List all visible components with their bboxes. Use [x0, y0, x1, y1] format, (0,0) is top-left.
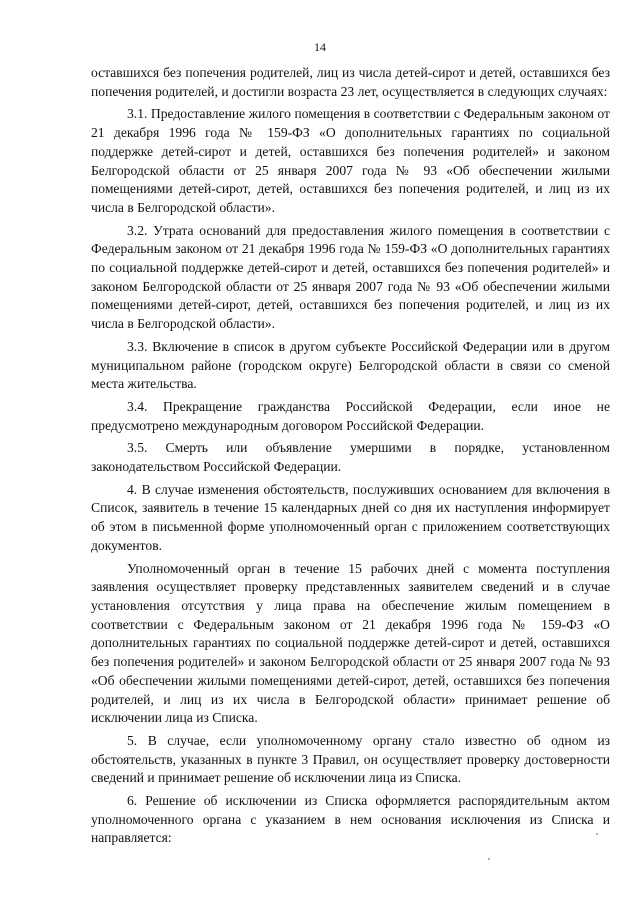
- scan-speck: [488, 858, 490, 860]
- paragraph-3-3: 3.3. Включение в список в другом субъекте Российской Федерации или в другом муниципальном районе (городском округе) Белгородской области в связи со сменой места жительства.: [91, 338, 610, 392]
- paragraph-3-5: 3.5. Смерть или объявление умершими в порядке, установленном законодательством Российской Федерации.: [91, 440, 610, 475]
- paragraph-6: 6. Решение об исключении из Списка оформляется распорядительным актом уполномоченного органа с указанием в нем основания исключения из Списка и направляется:: [91, 793, 610, 846]
- paragraph-3-2: 3.2. Утрата оснований для предоставления жилого помещения в соответствии с Федеральным законом от 21 декабря 1996 года № 159-ФЗ «О дополнительных гарантиях по социальной поддержке детей-сирот и детей, оставшихся без попечения родителей» и законом Белгородской области от 25 января 2007 года № 93 «Об обеспечении жилыми помещениями детей-сирот, детей, оставшихся без попечения родителей, и лиц из их числа в Белгородской области».: [91, 222, 610, 332]
- paragraph-5: 5. В случае, если уполномоченному органу стало известно об одном из обстоятельств, указанных в пункте 3 Правил, он осуществляет проверку достоверности сведений и принимает решение об исключении лица из Списка.: [91, 732, 610, 786]
- document-body: [91, 64, 610, 852]
- page-number: 14: [314, 40, 326, 54]
- scan-speck: [596, 833, 598, 835]
- paragraph-4-continued: Уполномоченный орган в течение 15 рабочих дней с момента поступления заявления осуществляет проверку представленных заявителем сведений и в случае установления отсутствия у лица права на обеспечение жилым помещением в соответствии с Федеральным законом от 21 декабря 1996 года № 159-ФЗ «О дополнительных гарантиях по социальной поддержке детей-сирот и детей, оставшихся без попечения родителей» и законом Белгородской области от 25 января 2007 года № 93 «Об обеспечении жилыми помещениями детей-сирот, детей, оставшихся без попечения родителей, и лиц из их числа в Белгородской области» принимает решение об исключении лица из Списка.: [91, 560, 610, 726]
- paragraph-3-1: 3.1. Предоставление жилого помещения в соответствии с Федеральным законом от 21 декабря 1996 года № 159-ФЗ «О дополнительных гарантиях по социальной поддержке детей-сирот и детей, оставшихся без попечения родителей» и законом Белгородской области от 25 января 2007 года № 93 «Об обеспечении жилыми помещениями детей-сирот, детей, оставшихся без попечения родителей, и лиц из их числа в Белгородской области».: [91, 106, 610, 215]
- paragraph-3-4: 3.4. Прекращение гражданства Российской Федерации, если иное не предусмотрено международным договором Российской Федерации.: [91, 398, 610, 433]
- paragraph-4: 4. В случае изменения обстоятельств, послуживших основанием для включения в Список, заявитель в течение 15 календарных дней со дня их наступления информирует об этом в письменной форме уполномоченный орган с приложением соответствующих документов.: [91, 481, 610, 553]
- paragraph-intro: оставшихся без попечения родителей, лиц из числа детей-сирот и детей, оставшихся без попечения родителей, и достигли возраста 23 лет, осуществляется в следующих случаях:: [91, 65, 610, 99]
